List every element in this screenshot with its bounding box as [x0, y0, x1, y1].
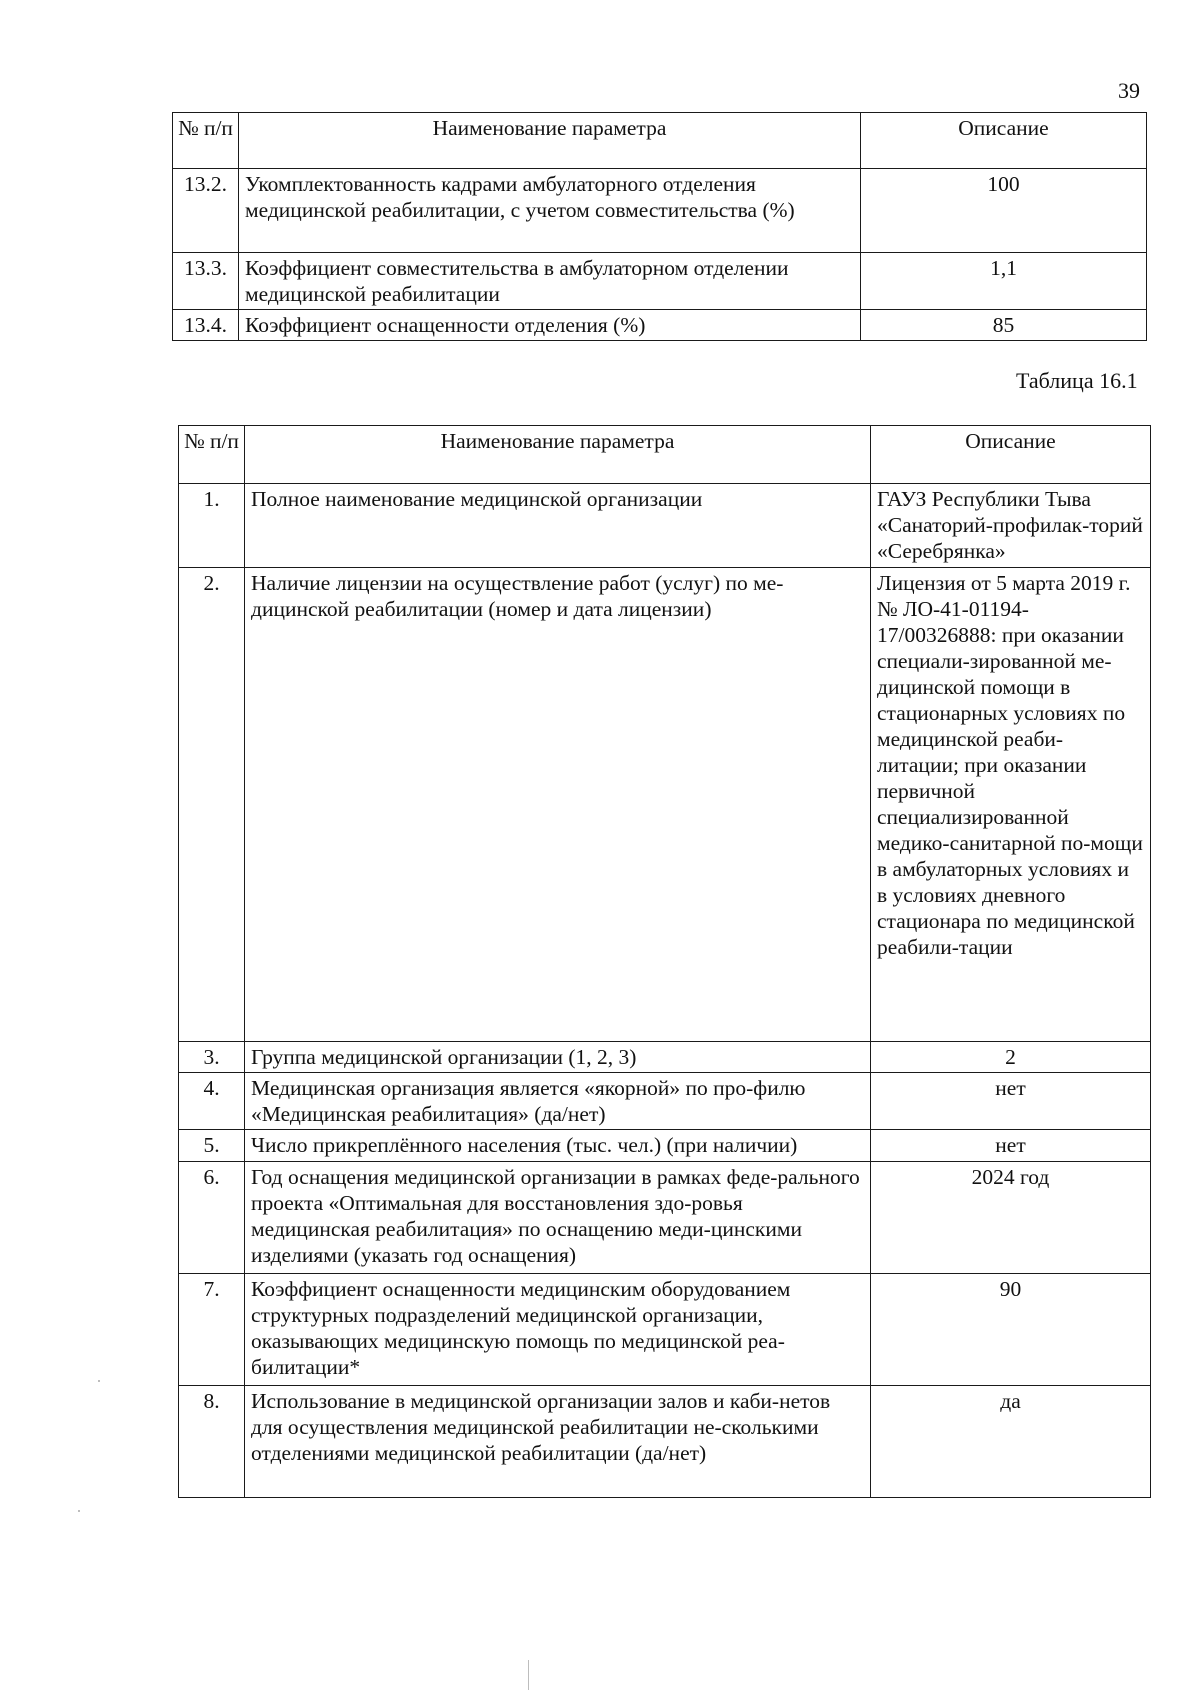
- row-param: Наличие лицензии на осуществление работ (услуг) по ме-дицинской реабилитации (номер и дата лицензии): [245, 568, 871, 1042]
- row-desc: ГАУЗ Республики Тыва «Санаторий-профилак-торий «Серебрянка»: [871, 484, 1151, 568]
- table-row: [173, 169, 1147, 253]
- row-num: 7.: [179, 1274, 245, 1386]
- table-row: [179, 568, 1151, 1042]
- table-row: [179, 1386, 1151, 1498]
- row-desc: нет: [871, 1073, 1151, 1130]
- table-row: [179, 484, 1151, 568]
- row-num: 4.: [179, 1073, 245, 1130]
- row-param: Полное наименование медицинской организации: [245, 484, 871, 568]
- scan-mark: [98, 1380, 100, 1382]
- table-row: [179, 1162, 1151, 1274]
- table-caption: Таблица 16.1: [1016, 368, 1138, 393]
- row-num: 8.: [179, 1386, 245, 1498]
- row-desc: 1,1: [861, 253, 1147, 310]
- row-num: 13.2.: [173, 169, 239, 253]
- row-num: 13.3.: [173, 253, 239, 310]
- parameters-table-13: [172, 112, 1147, 341]
- row-desc: 100: [861, 169, 1147, 253]
- row-desc: 2024 год: [871, 1162, 1151, 1274]
- row-param: Укомплектованность кадрами амбулаторного отделения медицинской реабилитации, с учетом совместительства (%): [239, 169, 861, 253]
- row-param: Коэффициент оснащенности медицинским оборудованием структурных подразделений медицинской организации, оказывающих медицинскую помощь по медицинской реа-билитации*: [245, 1274, 871, 1386]
- parameters-table-16-1: [178, 425, 1151, 1498]
- header-desc: Описание: [861, 113, 1147, 169]
- table-row: [179, 1073, 1151, 1130]
- header-num: № п/п: [179, 426, 245, 484]
- table-row: [179, 1042, 1151, 1073]
- row-param: Группа медицинской организации (1, 2, 3): [245, 1042, 871, 1073]
- page-number: 39: [1118, 78, 1140, 103]
- row-param: Коэффициент совместительства в амбулаторном отделении медицинской реабилитации: [239, 253, 861, 310]
- header-param: Наименование параметра: [239, 113, 861, 169]
- row-desc: да: [871, 1386, 1151, 1498]
- row-param: Медицинская организация является «якорной» по про-филю «Медицинская реабилитация» (да/нет): [245, 1073, 871, 1130]
- scan-mark: [528, 1660, 529, 1690]
- row-num: 1.: [179, 484, 245, 568]
- table-row: [173, 310, 1147, 341]
- row-num: 5.: [179, 1130, 245, 1162]
- row-param: Число прикреплённого населения (тыс. чел.) (при наличии): [245, 1130, 871, 1162]
- header-num: № п/п: [173, 113, 239, 169]
- row-num: 2.: [179, 568, 245, 1042]
- row-num: 6.: [179, 1162, 245, 1274]
- scan-mark: [78, 1510, 80, 1512]
- row-num: 13.4.: [173, 310, 239, 341]
- row-desc: 2: [871, 1042, 1151, 1073]
- row-param: Использование в медицинской организации залов и каби-нетов для осуществления медицинской реабилитации не-сколькими отделениями медицинской реабилитации (да/нет): [245, 1386, 871, 1498]
- row-num: 3.: [179, 1042, 245, 1073]
- row-desc: 90: [871, 1274, 1151, 1386]
- row-desc: нет: [871, 1130, 1151, 1162]
- table-row: [173, 253, 1147, 310]
- header-param: Наименование параметра: [245, 426, 871, 484]
- header-desc: Описание: [871, 426, 1151, 484]
- table-header-row: [173, 113, 1147, 169]
- table-row: [179, 1274, 1151, 1386]
- row-param: Год оснащения медицинской организации в рамках феде-рального проекта «Оптимальная для восстановления здо-ровья медицинская реабилитация» по оснащению меди-цинскими изделиями (указать год оснащения): [245, 1162, 871, 1274]
- table-row: [179, 1130, 1151, 1162]
- row-desc: 85: [861, 310, 1147, 341]
- row-desc: Лицензия от 5 марта 2019 г. № ЛО-41-01194-17/00326888: при оказании специали-зированной ме-дицинской помощи в стационарных условиях по медицинской реаби-литации; при оказании первичной специализированной медико-санитарной по-мощи в амбулаторных условиях и в условиях дневного стационара по медицинской реабили-тации: [871, 568, 1151, 1042]
- row-param: Коэффициент оснащенности отделения (%): [239, 310, 861, 341]
- table-header-row: [179, 426, 1151, 484]
